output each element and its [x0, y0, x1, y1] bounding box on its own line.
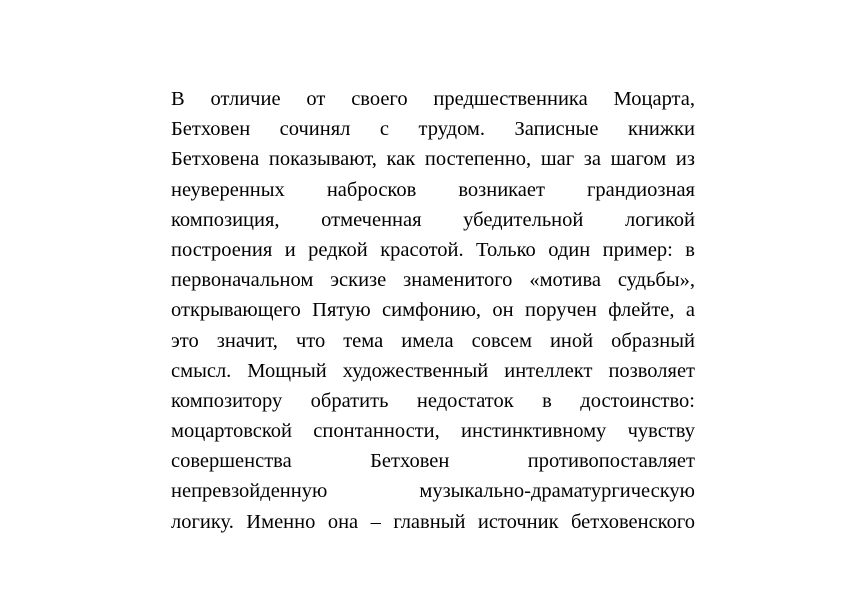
- text-line: построения и редкой красотой. Только один пример: в: [171, 238, 695, 261]
- text-line: моцартовской спонтанности, инстинктивному чувству: [171, 420, 695, 443]
- text-line: это значит, что тема имела совсем иной образный: [171, 329, 695, 352]
- text-line: смысл. Мощный художественный интеллект позволяет: [171, 359, 695, 382]
- text-line: Бетховена показывают, как постепенно, шаг за шагом из: [171, 148, 695, 171]
- text-line: открывающего Пятую симфонию, он поручен флейте, а: [171, 299, 695, 322]
- text-line: Бетховен сочинял с трудом. Записные книжки: [171, 118, 695, 141]
- text-line: логику. Именно она – главный источник бетховенского: [171, 510, 695, 533]
- text-line: неуверенных набросков возникает грандиозная: [171, 178, 695, 201]
- text-line: композиция, отмеченная убедительной логикой: [171, 208, 695, 231]
- text-line: первоначальном эскизе знаменитого «мотива судьбы»,: [171, 269, 695, 292]
- body-paragraph: [171, 84, 695, 537]
- text-line: непревзойденную музыкально-драматургическую: [171, 480, 695, 503]
- text-line: совершенства Бетховен противопоставляет: [171, 450, 695, 473]
- text-line: В отличие от своего предшественника Моцарта,: [171, 88, 695, 110]
- text-line: композитору обратить недостаток в достоинство:: [171, 389, 695, 412]
